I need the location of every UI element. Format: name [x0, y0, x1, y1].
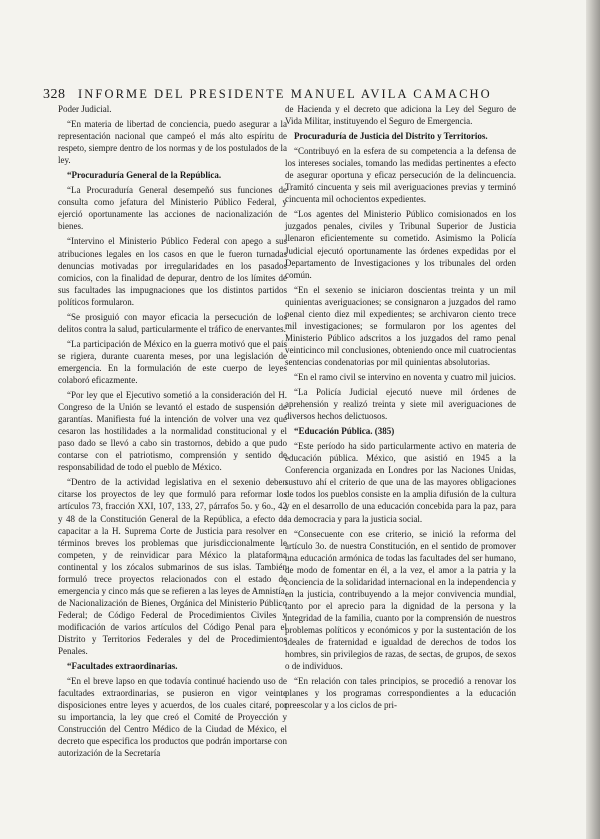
running-head: INFORME DEL PRESIDENTE MANUEL AVILA CAMACHO — [78, 87, 492, 101]
paragraph: Poder Judicial. — [58, 104, 112, 114]
paragraph: “La Policía Judicial ejecutó nueve mil órdenes de aprehensión y realizó treinta y siete mil averiguaciones de diversos hechos delictuosos. — [285, 387, 516, 422]
paragraph: “Intervino el Ministerio Público Federal con apego a sus atribuciones legales en los casos en que le fueron turnadas denuncias motivadas por irregularidades en los pasados comicios, con la finalidad de depurar, dentro de los límites de sus facultades las impugnaciones que los distintos partidos políticos formularon. — [58, 236, 287, 307]
paragraph: “Por ley que el Ejecutivo sometió a la consideración del H. Congreso de la Unión se levantó el estado de suspensión de garantías. Manifiesta fué la intención de volver una vez que cesaron las hostilidades a la normalidad constitucional y el paso dado se llevó a cabo sin trastornos, debido a que pudo contarse con el patriotismo, comprensión y sentido de responsabilidad de todo el pueblo de México. — [58, 390, 287, 473]
section-heading: “Facultades extraordinarias. — [67, 661, 178, 672]
left-column — [58, 103, 287, 762]
paragraph: “Contribuyó en la esfera de su competencia a la defensa de los intereses sociales, tomando las medidas pertinentes a efecto de asegurar oportuna y eficaz persecución de la delincuencia. Tramitó cincuenta y seis mil averiguaciones previas y terminó cincuenta mil ochocientos expedientes. — [285, 146, 516, 205]
paragraph: “Dentro de la actividad legislativa en el sexenio deben citarse los proyectos de ley que formuló para reformar los artículos 73, fracción XXI, 107, 133, 27, párrafos 5o. y 6o., 42 y 48 de la Constitución General de la República, a efecto de capacitar a la H. Suprema Corte de Justicia para resolver en términos breves los problemas que jurisdiccionalmente le competen, y de reinvidicar para México la plataforma continental y los zócalos submarinos de sus islas. También formuló trece proyectos relacionados con el estado de emergencia y cinco más que se refieren a las leyes de Amnistía, de Nacionalización de Bienes, Orgánica del Ministerio Público Federal; de Código Federal de Procedimientos Civiles y modificación de varios artículos del Código Penal para el Distrito y Territorios Federales y del de Procedimientos Penales. — [58, 477, 287, 657]
scan-page-edge — [586, 0, 600, 839]
paragraph: “Se prosiguió con mayor eficacia la persecución de los delitos contra la salud, particularmente el tráfico de enervantes. — [58, 311, 287, 334]
right-column — [285, 103, 516, 714]
paragraph: “Este período ha sido particularmente activo en materia de educación pública. México, que asistió en 1945 a la Conferencia organizada en Londres por las Naciones Unidas, sustuvo ahí el criterio de que una de las mayores obligaciones de todos los pueblos consiste en la amplia difusión de la cultura y en el desarrollo de una educación concebida para la paz, para la democracia y para la justicia social. — [285, 441, 516, 524]
paragraph: “En el breve lapso en que todavía continué haciendo uso de facultades extraordinarias, se pusieron en vigor veinte disposiciones entre leyes y acuerdos, de los cuales citaré, por su importancia, la ley que creó el Comité de Proyección y Construcción del Centro Médico de la Ciudad de México, el decreto que especifica los productos que podrán importarse con autorización de la Secretaría — [58, 676, 287, 759]
paragraph: “Consecuente con ese criterio, se inició la reforma del artículo 3o. de nuestra Constitución, en el sentido de promover una educación armónica de todas las facultades del ser humano, de modo de fomentar en él, a la vez, el amor a la patria y la conciencia de la solidaridad internacional en la independencia y en la justicia, contribuyendo a la mejor convivencia mundial, tanto por el aprecio para la dignidad de la persona y la integridad de la familia, cuanto por la comprensión de nuestros problemas políticos y económicos y por la sustentación de los ideales de fraternidad e igualdad de derechos de todos los hombres, sin privilegios de razas, de sectas, de grupos, de sexos o de individuos. — [285, 528, 516, 672]
page-number: 328 — [43, 87, 66, 102]
paragraph: de Hacienda y el decreto que adiciona la Ley del Seguro de Vida Militar, instituyendo el Seguro de Emergencia. — [285, 104, 516, 127]
paragraph: “La participación de México en la guerra motivó que el país se rigiera, durante cuarenta meses, por una legislación de emergencia. En la formulación de este cuerpo de leyes colaboró eficazmente. — [58, 338, 287, 385]
paragraph: “En el sexenio se iniciaron doscientas treinta y un mil quinientas averiguaciones; se consignaron a juzgados del ramo penal ciento diez mil expedientes; se archivaron ciento trece mil investigaciones; se formularon por los agentes del Ministerio Público adscritos a los juzgados del ramo penal veinticinco mil conclusiones, obteniendo once mil cuatrocientas sentencias condenatorias por mil quinientas absolutorias. — [285, 284, 516, 367]
section-heading: Procuraduría de Justicia del Distrito y Territorios. — [294, 131, 488, 142]
paragraph: “En el ramo civil se intervino en noventa y cuatro mil juicios. — [294, 371, 516, 382]
paragraph: “La Procuraduría General desempeñó sus funciones de consulta como jefatura del Ministerio Público Federal, y ejerció oportunamente las acciones de nacionalización de bienes. — [58, 185, 287, 232]
section-heading: “Educación Pública. (385) — [294, 426, 395, 437]
section-heading: “Procuraduría General de la República. — [67, 170, 222, 181]
paragraph: “En relación con tales principios, se procedió a renovar los planes y los programas correspondientes a la educación preescolar y a los ciclos de pri- — [285, 676, 516, 711]
paragraph: “En materia de libertad de conciencia, puedo asegurar a la representación nacional que campeó el más alto espíritu de respeto, siempre dentro de los normas y de los postulados de la ley. — [58, 119, 287, 166]
paragraph: “Los agentes del Ministerio Público comisionados en los juzgados penales, civiles y Tribunal Superior de Justicia llenaron eficientemente su cometido. Asimismo la Policía Judicial ejecutó oportunamente las órdenes expedidas por el Departamento de Investigaciones y los tribunales del orden común. — [285, 209, 516, 280]
